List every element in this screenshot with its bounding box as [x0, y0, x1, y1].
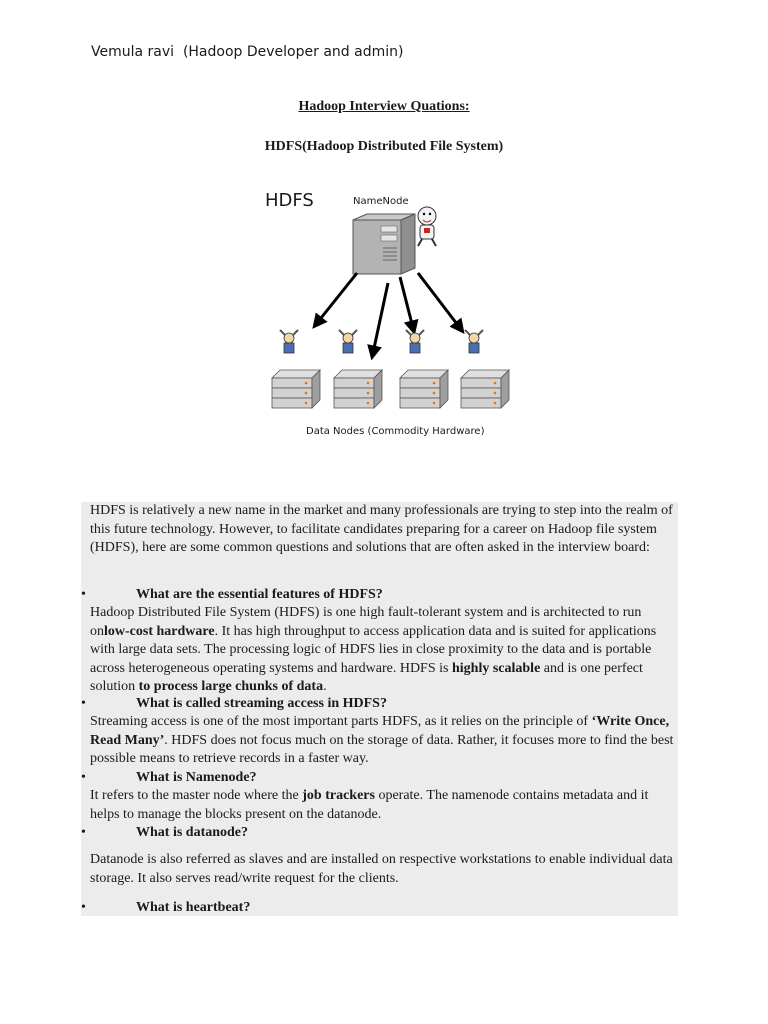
namenode-label: NameNode	[353, 196, 409, 207]
elephant-mascot-icon	[418, 207, 436, 246]
diagram-heading: HDFS	[265, 190, 314, 211]
question-text: What is heartbeat?	[136, 900, 251, 915]
hdfs-diagram	[255, 180, 535, 445]
server-rack-icon	[272, 370, 509, 408]
answer-text: Datanode is also referred as slaves and are installed on respective workstations to enable individual data storage. It also serves read/write request for the clients.	[90, 852, 673, 886]
answer-text: Streaming access is one of the most important parts HDFS, as it relies on the principle of ‘Write Once, Read Many’. HDFS does not focus much on the storage of data. Rather, it focuses more to find the best possible means to retrieve records in a faster way.	[90, 714, 674, 766]
intro-paragraph: HDFS is relatively a new name in the market and many professionals are trying to step into the realm of this future technology. However, to facilitate candidates preparing for a career on Hadoop file system (HDFS), here are some common questions and solutions that are often asked in the interview board:	[90, 503, 673, 555]
question-text: What is datanode?	[136, 825, 249, 840]
question-text: What is Namenode?	[136, 770, 257, 785]
arrow-icon	[317, 273, 460, 353]
bullet-icon: •	[81, 900, 86, 915]
bullet-icon: •	[81, 696, 86, 711]
answer-text: It refers to the master node where the job trackers operate. The namenode contains metadata and it helps to manage the blocks present on the datanode.	[90, 788, 649, 822]
bullet-icon: •	[81, 770, 86, 785]
question-text: What is called streaming access in HDFS?	[136, 696, 387, 711]
server-tower-icon	[353, 214, 415, 274]
datanodes-label: Data Nodes (Commodity Hardware)	[306, 426, 485, 437]
hdfs-diagram-graphic	[255, 180, 535, 445]
bullet-icon: •	[81, 587, 86, 602]
worker-mascot-icon	[280, 330, 483, 353]
author-header: Vemula ravi (Hadoop Developer and admin)	[91, 44, 404, 60]
bullet-icon: •	[81, 825, 86, 840]
document-subtitle: HDFS(Hadoop Distributed File System)	[264, 139, 504, 154]
question-text: What are the essential features of HDFS?	[136, 587, 383, 602]
answer-text: Hadoop Distributed File System (HDFS) is one high fault-tolerant system and is architected to run onlow-cost hardware. It has high throughput to access application data and is suited for applications with large data sets. The processing logic of HDFS lies in close proximity to the data and is portable across heterogeneous operating systems and hardware. HDFS is highly scalable and is one perfect solution to process large chunks of data.	[90, 605, 657, 694]
qa-section	[81, 502, 678, 916]
document-title: Hadoop Interview Quations:	[298, 99, 470, 114]
